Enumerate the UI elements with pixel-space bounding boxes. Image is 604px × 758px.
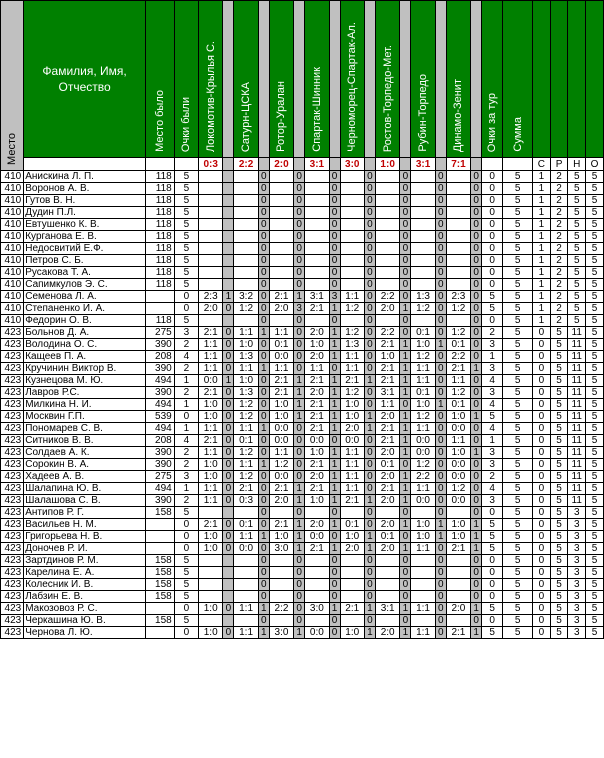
table-row: 423 Григорьева Н. В. 0 1:0 0 1:1 1 1:0 1 0:0 0 1:0 1 0:1 0 1:0 1 1:0 1 5 5 0 5 3 5 [1,531,604,543]
rank-header: Место [1,1,24,171]
name-header: Фамилия, Имя, Отчество [24,1,146,158]
table-row: 423 Шалапина Ю. В. 494 1 1:1 0 2:1 0 2:1 1 2:1 1 1:1 0 2:1 1 1:1 0 1:2 0 4 5 0 5 11 5 [1,483,604,495]
prev-points-header: Очки были [174,1,198,158]
match-result: 2:0 [269,158,293,171]
table-row: 423 Милкина Н. И. 494 1 1:0 0 1:2 0 1:0 1 2:1 1 1:0 0 1:1 0 1:0 1 0:1 0 4 5 0 5 11 5 [1,399,604,411]
table-row: 410 Дудин П.Л. 118 5 0 0 0 0 0 0 0 0 5 1 2 5 5 [1,207,604,219]
table-row: 410 Федорин О. В. 118 5 0 0 0 0 0 0 0 0 5 1 2 5 5 [1,315,604,327]
table-row: 423 Зартдинов Р. М. 158 5 0 0 0 0 0 0 0 0 5 0 5 3 5 [1,555,604,567]
table-row: 423 Сорокин В. А. 390 2 1:0 0 1:1 1 1:2 0 2:1 1 1:1 0 0:1 0 1:2 0 0:0 0 3 5 0 5 11 5 [1,459,604,471]
table-row: 410 Русакова Т. А. 118 5 0 0 0 0 0 0 0 0 5 1 2 5 5 [1,267,604,279]
tour-points-header: Очки за тур [482,1,503,158]
match-result: 7:1 [446,158,470,171]
table-row: 410 Гутов В. Н. 118 5 0 0 0 0 0 0 0 0 5 1 2 5 5 [1,195,604,207]
table-row: 423 Макозовоз Р. С. 0 1:0 0 1:1 1 2:2 0 3:0 1 2:1 1 3:1 1 1:1 0 2:0 1 5 5 0 5 3 5 [1,603,604,615]
table-row: 410 Анискина Л. П. 118 5 0 0 0 0 0 0 0 0 5 1 2 5 5 [1,171,604,183]
table-row: 423 Лавров Р.С. 390 2 2:1 0 1:3 0 2:1 1 2:0 1 1:2 0 3:1 1 0:1 0 1:2 0 3 5 0 5 11 5 [1,387,604,399]
table-row: 423 Колесник И. В. 158 5 0 0 0 0 0 0 0 0 5 0 5 3 5 [1,579,604,591]
table-row: 410 Недосвитий Е.Ф. 118 5 0 0 0 0 0 0 0 0 5 1 2 5 5 [1,243,604,255]
match-header: Динамо-Зенит [446,1,470,158]
match-result: 3:1 [411,158,435,171]
table-row: 423 Лабзин Е. В. 158 5 0 0 0 0 0 0 0 0 5 0 5 3 5 [1,591,604,603]
table-row: 410 Степаненко И. А. 0 2:0 0 1:2 0 2:0 3 2:1 1 1:2 0 2:0 1 1:2 0 1:2 0 5 5 1 2 5 5 [1,303,604,315]
match-header: Ротор-Уралан [269,1,293,158]
match-result: 1:0 [375,158,399,171]
sum-header: Сумма [503,1,533,158]
match-result: 3:1 [305,158,329,171]
match-header: Черноморец-Спартак-Ал. [340,1,364,158]
match-result: 2:2 [234,158,258,171]
table-row: 423 Доночев Р. И. 0 1:0 0 0:0 0 3:0 1 2:1 1 2:0 1 2:0 1 1:1 0 2:1 1 5 5 0 5 3 5 [1,543,604,555]
table-row: 423 Карелина Е. А. 158 5 0 0 0 0 0 0 0 0 5 0 5 3 5 [1,567,604,579]
prev-place-header: Место было [145,1,174,158]
table-row: 423 Ситников В. В. 208 4 2:1 0 0:1 0 0:0 0 0:0 0 0:0 0 2:1 1 0:0 0 1:1 0 1 5 0 5 11 5 [1,435,604,447]
letter-header: О [586,158,604,171]
match-header: Сатурн-ЦСКА [234,1,258,158]
table-row: 410 Сапимкулов Э. С. 118 5 0 0 0 0 0 0 0 0 5 1 2 5 5 [1,279,604,291]
table-row: 423 Кузнецова М. Ю. 494 1 0:0 1 1:0 0 2:1 1 2:1 1 2:1 1 2:1 1 1:1 0 1:1 0 4 5 0 5 11 5 [1,375,604,387]
match-result: 0:3 [199,158,223,171]
table-row: 423 Васильев Н. М. 0 2:1 0 0:1 0 2:1 1 2:0 1 0:1 0 2:0 1 1:0 1 1:0 1 5 5 0 5 3 5 [1,519,604,531]
table-row: 423 Володина О. С. 390 2 1:1 0 1:0 0 0:1 0 1:0 1 1:3 0 2:1 1 1:0 1 0:1 0 3 5 0 5 11 5 [1,339,604,351]
table-row: 423 Москвин Г.П. 539 0 1:0 0 1:2 0 1:0 1 2:1 1 1:0 1 2:0 1 1:2 0 1:0 1 5 5 0 5 11 5 [1,411,604,423]
table-row: 423 Пономарев С. В. 494 1 1:1 0 1:1 1 0:0 0 2:1 1 2:0 1 2:1 1 1:1 0 0:0 0 4 5 0 5 11 5 [1,423,604,435]
match-result: 3:0 [340,158,364,171]
table-row: 410 Воронов А. В. 118 5 0 0 0 0 0 0 0 0 5 1 2 5 5 [1,183,604,195]
letter-header: Н [568,158,586,171]
table-row: 423 Шалашова С. В. 390 2 1:1 0 0:3 0 2:0 1 1:0 1 2:1 1 2:0 1 0:0 0 0:0 0 3 5 0 5 11 5 [1,495,604,507]
table-row: 410 Петров С. Б. 118 5 0 0 0 0 0 0 0 0 5 1 2 5 5 [1,255,604,267]
table-row: 423 Антипов Р. Г. 158 5 0 0 0 0 0 0 0 0 5 0 5 3 5 [1,507,604,519]
match-header: Рубин-Торпедо [411,1,435,158]
table-row: 410 Курганова Е. В. 118 5 0 0 0 0 0 0 0 0 5 1 2 5 5 [1,231,604,243]
letter-header: С [533,158,551,171]
table-row: 423 Черкашина Ю. В. 158 5 0 0 0 0 0 0 0 0 5 0 5 3 5 [1,615,604,627]
match-header: Локомотив-Крылья С. [199,1,223,158]
table-row: 423 Чернова Л. Ю. 0 1:0 0 1:1 1 3:0 1 0:0 0 1:0 1 2:0 1 1:1 0 2:1 1 5 5 0 5 3 5 [1,627,604,639]
table-row: 423 Солдаев А. К. 390 2 1:1 0 1:2 0 1:1 0 1:0 1 1:1 0 2:0 1 0:0 0 1:0 1 3 5 0 5 11 5 [1,447,604,459]
table-row: 423 Кручинин Виктор В. 390 2 1:1 0 1:1 1 1:1 0 1:1 0 1:1 0 2:1 1 1:1 0 2:1 1 3 5 0 5 11 5 [1,363,604,375]
table-row: 423 Больнов Д. А. 275 3 2:1 0 1:1 1 1:1 0 2:0 1 1:2 0 2:2 0 0:1 0 1:2 0 2 5 0 5 11 5 [1,327,604,339]
table-row: 410 Евтушенко К. В. 118 5 0 0 0 0 0 0 0 0 5 1 2 5 5 [1,219,604,231]
table-row: 423 Хадеев А. В. 275 3 1:0 0 1:2 0 0:0 0 2:0 1 1:1 0 2:0 1 2:2 0 0:0 0 2 5 0 5 11 5 [1,471,604,483]
match-header: Ростов-Торпедо-Мет. [375,1,399,158]
match-header: Спартак-Шинник [305,1,329,158]
table-row: 423 Кащеев П. А. 208 4 1:1 0 1:3 0 0:0 0 2:0 1 1:1 0 1:0 1 1:2 0 2:2 0 1 5 0 5 11 5 [1,351,604,363]
table-row: 410 Семенова Л. А. 0 2:3 1 3:2 0 2:1 1 3:1 3 1:1 0 2:2 0 1:3 0 2:3 0 5 5 1 2 5 5 [1,291,604,303]
letter-header: Р [550,158,568,171]
